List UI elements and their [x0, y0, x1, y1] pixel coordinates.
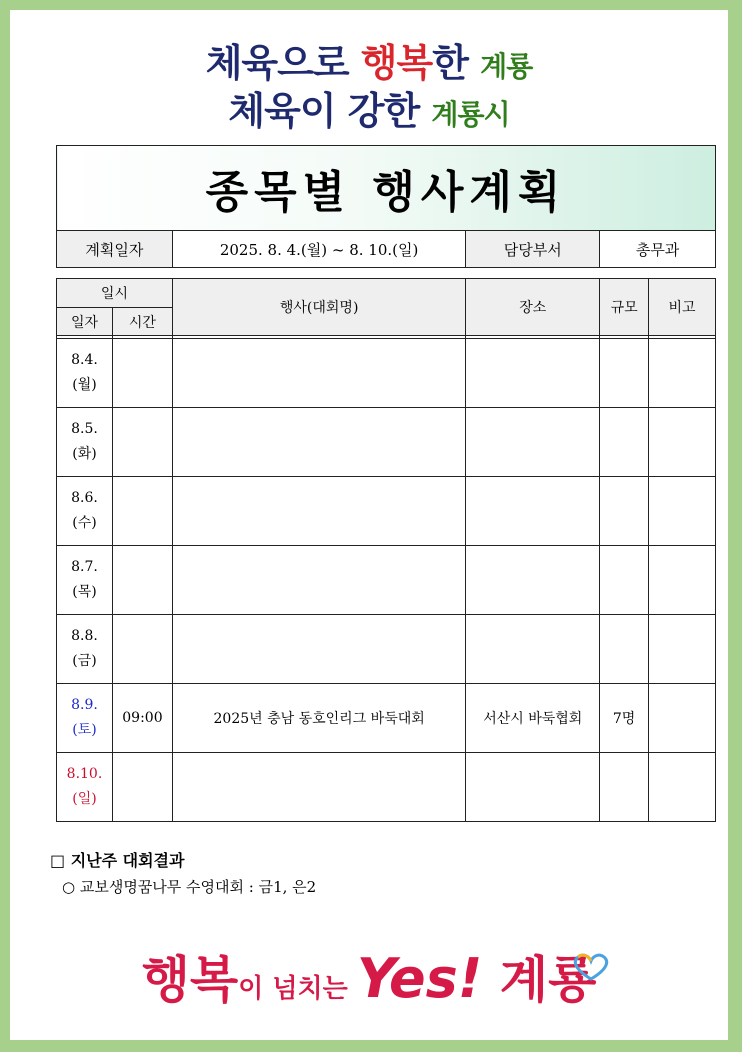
- row-event: [172, 753, 465, 822]
- row-time: [112, 753, 172, 822]
- row-date: 8.6. (수): [57, 477, 113, 546]
- row-scale: [600, 477, 649, 546]
- row-event: [172, 408, 465, 477]
- table-row: [57, 477, 716, 546]
- row-event: [172, 339, 465, 408]
- header-place: 장소: [466, 279, 600, 336]
- table-row: [57, 615, 716, 684]
- row-date: 8.8. (금): [57, 615, 113, 684]
- row-time: [112, 546, 172, 615]
- row-note: [649, 477, 716, 546]
- row-note: [649, 546, 716, 615]
- row-note: [649, 339, 716, 408]
- header-time: 시간: [112, 308, 172, 336]
- row-time: [112, 408, 172, 477]
- row-date-sunday: 8.10. (일): [57, 753, 113, 822]
- title-table: [56, 145, 716, 268]
- dept-value: 총무과: [600, 231, 716, 268]
- slogan-line-2: 체육이 강한 계룡시: [228, 89, 510, 133]
- row-place: [466, 615, 600, 684]
- row-note: [649, 753, 716, 822]
- row-date: 8.5. (화): [57, 408, 113, 477]
- table-row: [57, 546, 716, 615]
- row-event: [172, 615, 465, 684]
- row-date: 8.7. (목): [57, 546, 113, 615]
- row-date-saturday: 8.9. (토): [57, 684, 113, 753]
- table-row: [57, 684, 716, 753]
- row-date: 8.4. (월): [57, 339, 113, 408]
- table-row: [57, 753, 716, 822]
- results-item: ○ 교보생명꿈나무 수영대회 : 금1, 은2: [62, 878, 317, 896]
- row-scale: 7명: [600, 684, 649, 753]
- row-note: [649, 615, 716, 684]
- row-time: [112, 339, 172, 408]
- row-event: [172, 477, 465, 546]
- row-scale: [600, 408, 649, 477]
- table-row: [57, 339, 716, 408]
- row-time: [112, 477, 172, 546]
- row-event: [172, 546, 465, 615]
- row-place: [466, 339, 600, 408]
- document-page: [10, 10, 728, 1040]
- slogan-line-1: 체육으로 행복한 계룡: [205, 41, 533, 85]
- row-time: [112, 615, 172, 684]
- page-title: 종목별 행사계획: [57, 146, 716, 231]
- footer-slogan: 행복이 넘치는 Yes! 계룡: [141, 947, 597, 1010]
- row-place: [466, 408, 600, 477]
- header-scale: 규모: [600, 279, 649, 336]
- header-date: 일자: [57, 308, 113, 336]
- row-scale: [600, 753, 649, 822]
- results-heading: □ 지난주 대회결과: [50, 851, 185, 870]
- row-scale: [600, 546, 649, 615]
- header-datetime: 일시: [57, 279, 173, 308]
- plan-date-label: 계획일자: [57, 231, 173, 268]
- row-event: 2025년 충남 동호인리그 바둑대회: [172, 684, 465, 753]
- plan-date-value: 2025. 8. 4.(월) ~ 8. 10.(일): [172, 231, 466, 268]
- row-note: [649, 684, 716, 753]
- table-row: [57, 408, 716, 477]
- header-note: 비고: [649, 279, 716, 336]
- heart-icon: [570, 952, 612, 982]
- row-scale: [600, 339, 649, 408]
- row-place: 서산시 바둑협회: [466, 684, 600, 753]
- row-place: [466, 546, 600, 615]
- row-note: [649, 408, 716, 477]
- schedule-table: [56, 278, 716, 822]
- row-scale: [600, 615, 649, 684]
- row-place: [466, 753, 600, 822]
- header-event: 행사(대회명): [172, 279, 465, 336]
- row-time: 09:00: [112, 684, 172, 753]
- row-place: [466, 477, 600, 546]
- dept-label: 담당부서: [466, 231, 600, 268]
